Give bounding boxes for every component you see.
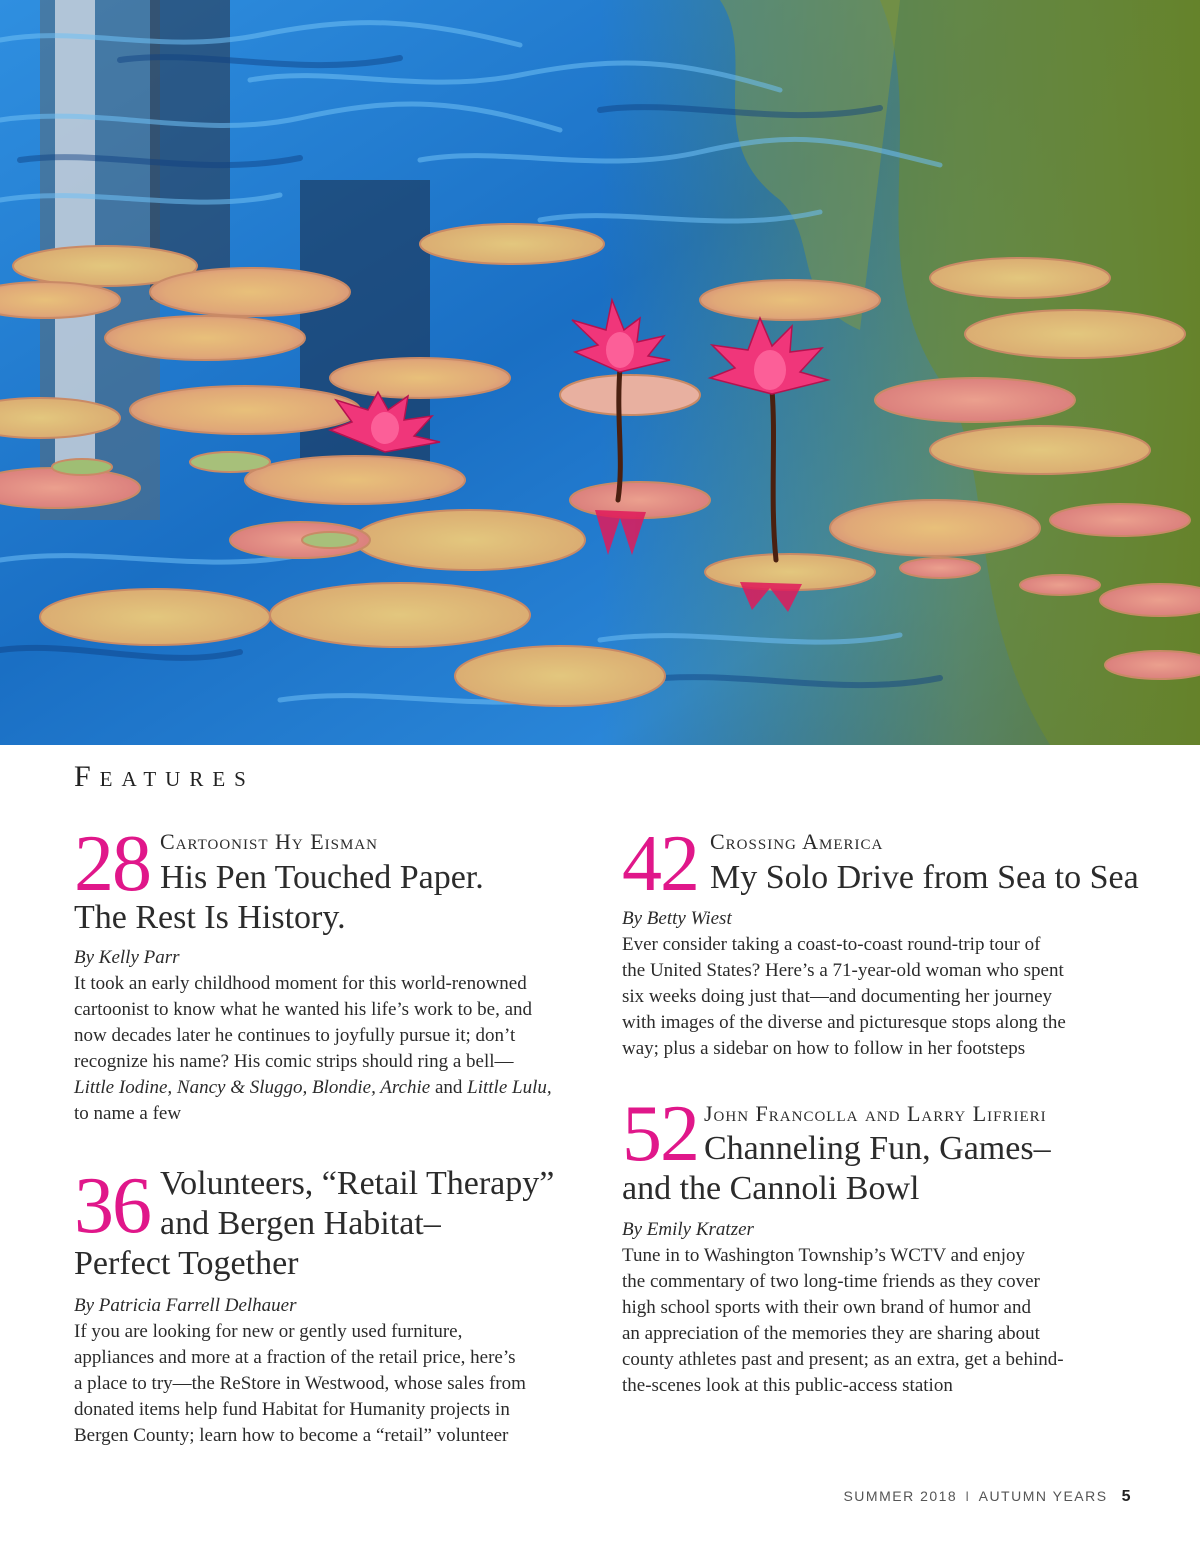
desc-line: a place to try—the ReStore in Westwood, whose sales from	[74, 1373, 526, 1394]
feature-28[interactable]	[74, 818, 604, 1138]
footer-page-number: 5	[1121, 1488, 1132, 1505]
desc-line: six weeks doing just that—and documenting her journey	[622, 986, 1053, 1007]
desc-line: Bergen County; learn how to become a “retail” volunteer	[74, 1425, 509, 1446]
desc-line: appliances and more at a fraction of the retail price, here’s	[74, 1347, 516, 1368]
feature-description	[74, 1319, 604, 1449]
footer-issue: SUMMER 2018	[843, 1488, 958, 1504]
feature-title-line2[interactable]: and the Cannoli Bowl	[622, 1170, 920, 1207]
feature-description	[74, 971, 604, 1127]
desc-line: cartoonist to know what he wanted his life’s work to be, and	[74, 999, 533, 1020]
feature-title-line1[interactable]: Channeling Fun, Games–	[704, 1130, 1051, 1167]
desc-line: county athletes past and present; as an extra, get a behind-	[622, 1349, 1064, 1370]
section-heading: Features	[74, 760, 255, 793]
desc-line: Tune in to Washington Township’s WCTV and enjoy	[622, 1245, 1026, 1266]
desc-line: It took an early childhood moment for this world-renowned	[74, 973, 527, 994]
desc-line: way; plus a sidebar on how to follow in her footsteps	[622, 1038, 1026, 1059]
feature-byline: By Emily Kratzer	[622, 1219, 754, 1240]
feature-title-line1[interactable]: Volunteers, “Retail Therapy”	[160, 1165, 555, 1202]
desc-line: donated items help fund Habitat for Humanity projects in	[74, 1399, 510, 1420]
feature-kicker: John Francolla and Larry Lifrieri	[704, 1101, 1047, 1126]
footer-separator: I	[965, 1488, 971, 1504]
feature-byline: By Betty Wiest	[622, 908, 732, 929]
feature-title-line1[interactable]: His Pen Touched Paper.	[160, 859, 484, 896]
feature-description	[622, 932, 1152, 1062]
desc-line: now decades later he continues to joyfully pursue it; don’t	[74, 1025, 516, 1046]
feature-title-line1b[interactable]: and Bergen Habitat–	[160, 1205, 441, 1242]
feature-description	[622, 1243, 1152, 1399]
desc-line: If you are looking for new or gently used furniture,	[74, 1321, 463, 1342]
desc-line: with images of the diverse and picturesque stops along the	[622, 1012, 1066, 1033]
feature-kicker: Crossing America	[710, 829, 884, 854]
feature-byline: By Kelly Parr	[74, 947, 180, 968]
desc-line: the United States? Here’s a 71-year-old woman who spent	[622, 960, 1064, 981]
desc-line-comic-titles	[74, 1075, 604, 1101]
desc-line: recognize his name? His comic strips should ring a bell—	[74, 1051, 514, 1072]
desc-line: high school sports with their own brand of humor and	[622, 1297, 1031, 1318]
feature-52[interactable]	[622, 1088, 1152, 1408]
feature-kicker: Cartoonist Hy Eisman	[160, 829, 378, 854]
comic-title-lulu: Little Lulu,	[467, 1077, 552, 1098]
feature-page-number: 36	[74, 1162, 150, 1250]
desc-line: Ever consider taking a coast-to-coast round-trip tour of	[622, 934, 1041, 955]
desc-line: the commentary of two long-time friends as they cover	[622, 1271, 1040, 1292]
footer-magazine-name: AUTUMN YEARS	[978, 1488, 1108, 1504]
cover-photo-water-lilies	[0, 0, 1200, 745]
desc-line: to name a few	[74, 1103, 182, 1124]
feature-title-line2[interactable]: Perfect Together	[74, 1245, 299, 1282]
feature-page-number: 28	[74, 820, 150, 908]
desc-line: the-scenes look at this public-access station	[622, 1375, 953, 1396]
feature-title-line1[interactable]: My Solo Drive from Sea to Sea	[710, 859, 1139, 896]
feature-byline: By Patricia Farrell Delhauer	[74, 1295, 297, 1316]
feature-page-number: 42	[622, 820, 698, 908]
comic-titles: Little Iodine, Nancy & Sluggo, Blondie, Archie	[74, 1077, 431, 1098]
feature-42[interactable]	[622, 818, 1152, 1068]
desc-line: an appreciation of the memories they are sharing about	[622, 1323, 1040, 1344]
page-footer	[843, 1488, 1132, 1506]
conjunction: and	[430, 1077, 468, 1098]
feature-36[interactable]	[74, 1162, 604, 1462]
feature-title-line2[interactable]: The Rest Is History.	[74, 899, 346, 936]
feature-page-number: 52	[622, 1090, 698, 1178]
